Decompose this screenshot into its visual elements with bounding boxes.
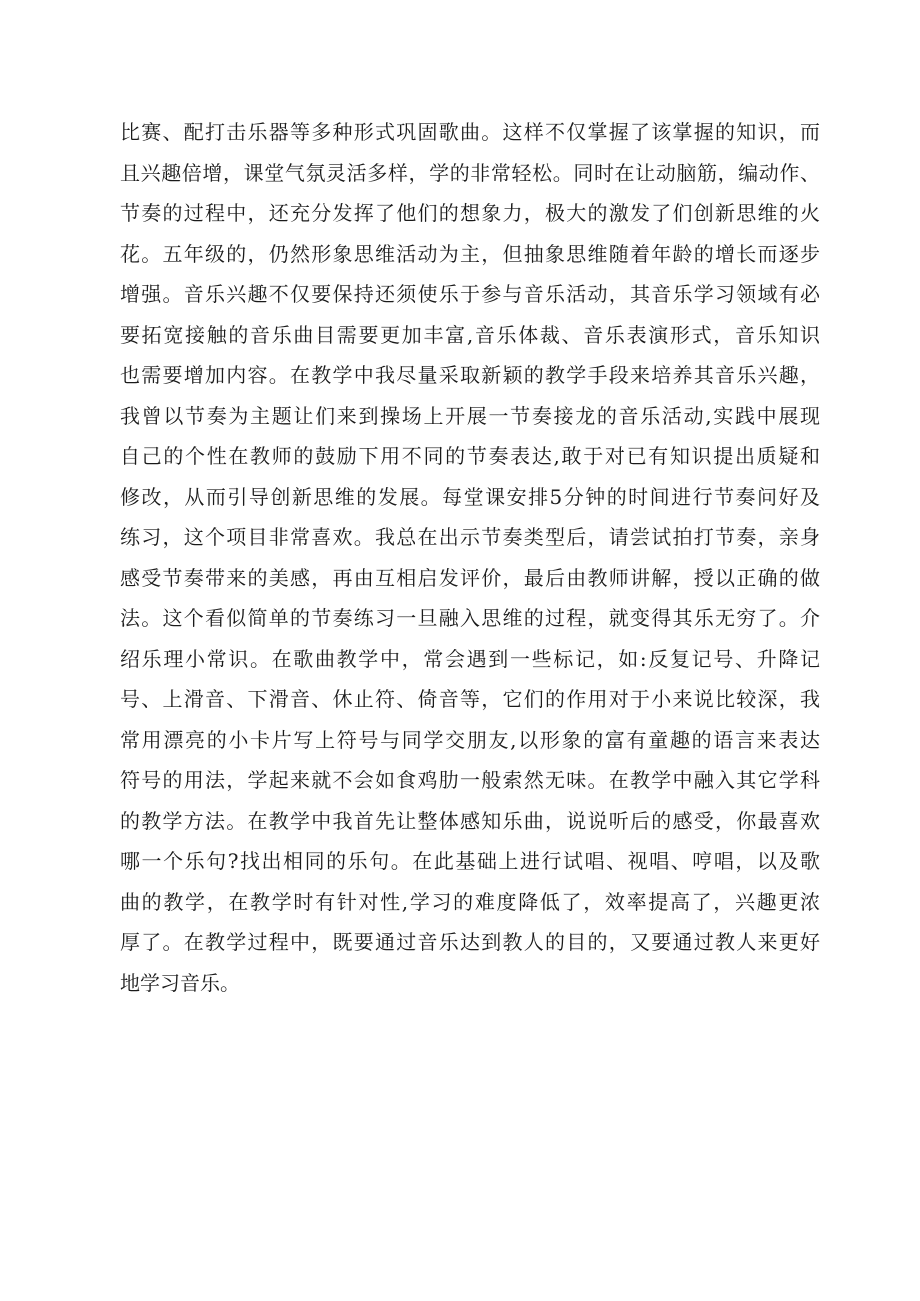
text-line: 节奏的过程中，还充分发挥了他们的想象力，极大的激发了们创新思维的火 xyxy=(120,201,820,225)
text-line: 法。这个看似简单的节奏练习一旦融入思维的过程，就变得其乐无穷了。介 xyxy=(120,606,820,630)
text-line: 花。五年级的，仍然形象思维活动为主，但抽象思维随着年龄的增长而逐步 xyxy=(120,241,820,266)
text-line: 符号的用法，学起来就不会如食鸡肋一般索然无味。在教学中融入其它学科 xyxy=(120,768,820,792)
text-line: 的教学方法。在教学中我首先让整体感知乐曲，说说听后的感受，你最喜欢 xyxy=(120,808,820,833)
text-line: 要拓宽接触的音乐曲目需要更加丰富,音乐体裁、音乐表演形式，音乐知识 xyxy=(120,322,820,347)
text-line: 哪一个乐句?找出相同的乐句。在此基础上进行试唱、视唱、哼唱，以及歌 xyxy=(120,849,820,873)
text-line: 也需要增加内容。在教学中我尽量采取新颖的教学手段来培养其音乐兴趣， xyxy=(120,363,820,387)
text-line: 号、上滑音、下滑音、休止符、倚音等，它们的作用对于小来说比较深，我 xyxy=(120,687,820,711)
text-line: 常用漂亮的小卡片写上符号与同学交朋友,以形象的富有童趣的语言来表达 xyxy=(120,727,820,752)
text-line: 增强。音乐兴趣不仅要保持还须使乐于参与音乐活动，其音乐学习领域有必 xyxy=(120,282,820,306)
text-line: 地学习音乐。 xyxy=(120,970,240,995)
text-line: 我曾以节奏为主题让们来到操场上开展一节奏接龙的音乐活动,实践中展现 xyxy=(120,403,820,428)
text-line: 绍乐理小常识。在歌曲教学中，常会遇到一些标记，如:反复记号、升降记 xyxy=(120,646,820,671)
text-line: 感受节奏带来的美感，再由互相启发评价，最后由教师讲解，授以正确的做 xyxy=(120,565,820,590)
text-line: 练习，这个项目非常喜欢。我总在出示节奏类型后，请尝试拍打节奏，亲身 xyxy=(120,525,820,549)
text-line: 比赛、配打击乐器等多种形式巩固歌曲。这样不仅掌握了该掌握的知识，而 xyxy=(120,120,820,144)
text-line: 厚了。在教学过程中，既要通过音乐达到教人的目的，又要通过教人来更好 xyxy=(120,930,820,954)
text-line: 曲的教学，在教学时有针对性,学习的难度降低了，效率提高了，兴趣更浓 xyxy=(120,889,820,914)
text-line: 自己的个性在教师的鼓励下用不同的节奏表达,敢于对已有知识提出质疑和 xyxy=(120,444,820,468)
text-line: 且兴趣倍增，课堂气氛灵活多样，学的非常轻松。同时在让动脑筋，编动作、 xyxy=(120,160,820,185)
body-paragraph xyxy=(120,112,820,1003)
text-line: 修改，从而引导创新思维的发展。每堂课安排5分钟的时间进行节奏问好及 xyxy=(120,484,820,509)
